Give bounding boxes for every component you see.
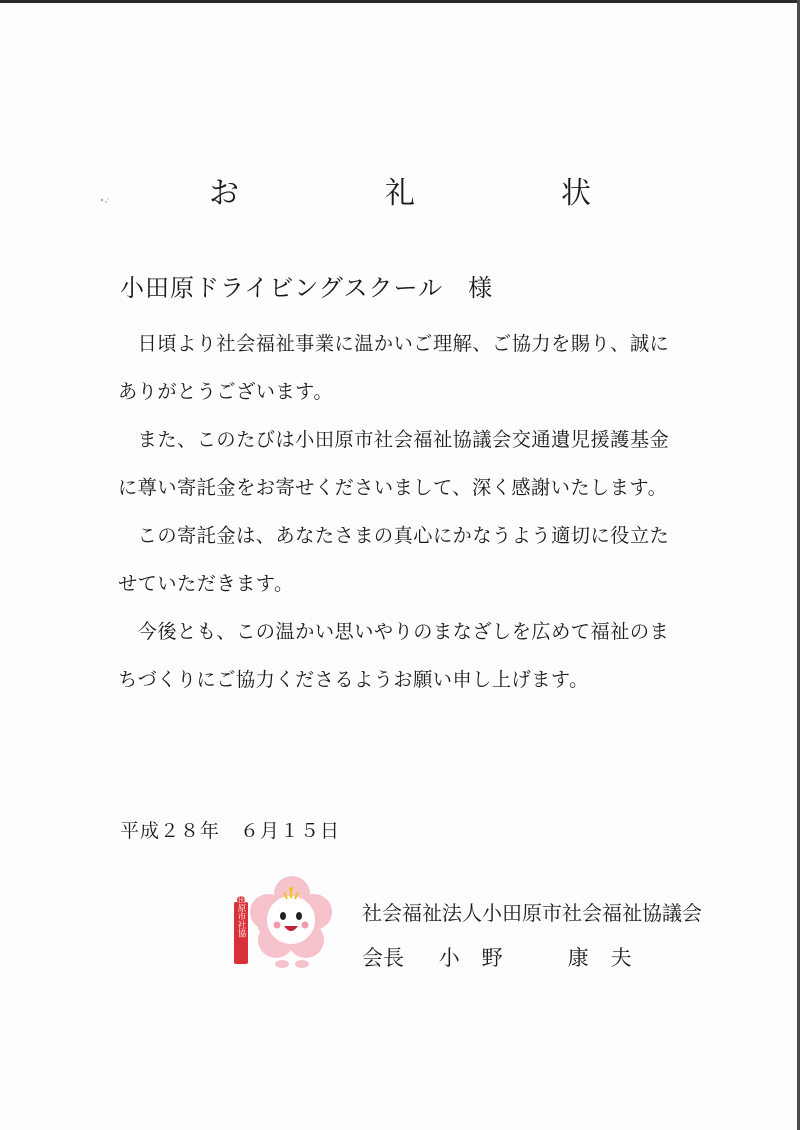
body-line: 日頃より社会福祉事業に温かいご理解、ご協力を賜り、誠に <box>118 332 670 355</box>
mascot-banner-text: 小田原市社協 <box>236 886 246 938</box>
organization-name: 社会福祉法人小田原市社会福祉協議会 <box>362 901 702 925</box>
body-line: に尊い寄託金をお寄せくださいまして、深く感謝いたします。 <box>118 476 668 499</box>
signer <box>362 942 654 972</box>
body-line: せていただきます。 <box>118 572 294 595</box>
body-line: 今後とも、この温かい思いやりのまなざしを広めて福祉のま <box>118 620 670 643</box>
letter-date: 平成２８年 ６月１５日 <box>120 820 341 842</box>
body-line: この寄託金は、あなたさまの真心にかなうよう適切に役立た <box>118 524 670 547</box>
body-line: ちづくりにご協力くださるようお願い申し上げます。 <box>118 668 589 691</box>
recipient-name: 小田原ドライビングスクール 様 <box>120 274 494 302</box>
letter-body <box>118 326 718 710</box>
mascot-face <box>267 896 315 944</box>
signer-name: 小野 康夫 <box>438 946 654 970</box>
plum-blossom-mascot-icon <box>230 868 340 978</box>
scan-edge-top <box>0 0 800 3</box>
body-line: また、このたびは小田原市社会福祉協議会交通遺児援護基金 <box>118 428 670 451</box>
letter-title: お 礼 状 <box>209 176 649 211</box>
body-line: ありがとうございます。 <box>118 380 334 403</box>
signer-role: 会長 <box>362 946 404 970</box>
